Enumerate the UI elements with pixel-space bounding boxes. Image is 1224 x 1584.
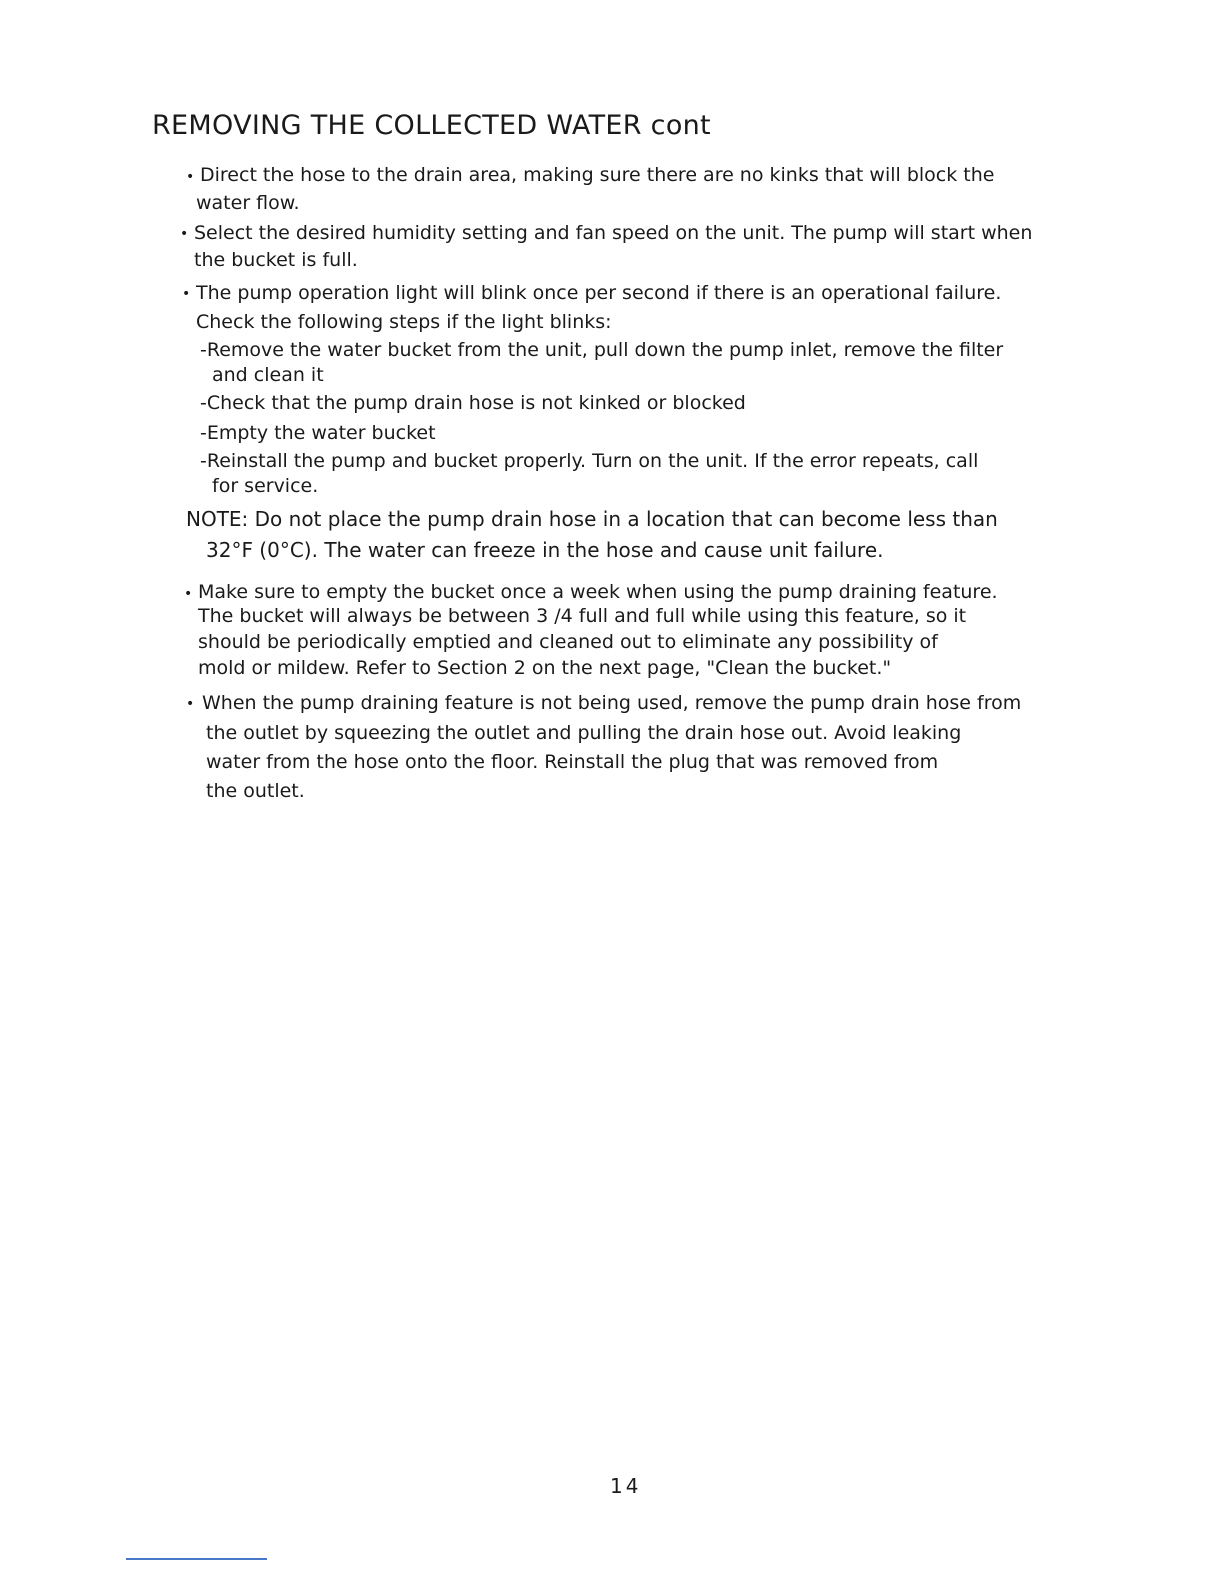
bullet5-line4: the outlet.: [206, 780, 305, 802]
bullet-icon: •: [184, 586, 193, 602]
bullet-icon: •: [186, 696, 195, 712]
bullet4-line2: The bucket will always be between 3 /4 full and full while using this feature, so it: [198, 605, 967, 627]
bullet4-line1: Make sure to empty the bucket once a week when using the pump draining feature.: [198, 581, 998, 603]
bullet-icon: •: [186, 169, 195, 185]
bullet2-line1: Select the desired humidity setting and fan speed on the unit. The pump will start when: [194, 222, 1033, 244]
note-line1: NOTE: Do not place the pump drain hose in a location that can become less than: [186, 507, 998, 531]
bullet5-line1: When the pump draining feature is not being used, remove the pump drain hose from: [202, 692, 1022, 714]
bullet1-line2: water flow.: [196, 192, 300, 214]
bullet3-line2: Check the following steps if the light blinks:: [196, 311, 612, 333]
footer-rule: [126, 1558, 267, 1560]
step-remove-bucket-line2: and clean it: [212, 364, 324, 386]
page-number: 14: [610, 1474, 642, 1498]
bullet5-line3: water from the hose onto the floor. Reinstall the plug that was removed from: [206, 751, 939, 773]
bullet4-line3: should be periodically emptied and cleaned out to eliminate any possibility of: [198, 631, 938, 653]
section-title: REMOVING THE COLLECTED WATER cont: [152, 110, 711, 141]
step-reinstall-line2: for service.: [212, 475, 319, 497]
step-remove-bucket-line1: -Remove the water bucket from the unit, pull down the pump inlet, remove the filter: [200, 339, 1004, 361]
bullet4-line4: mold or mildew. Refer to Section 2 on the next page, "Clean the bucket.": [198, 657, 892, 679]
note-line2: 32°F (0°C). The water can freeze in the hose and cause unit failure.: [206, 538, 884, 562]
step-check-hose: -Check that the pump drain hose is not kinked or blocked: [200, 392, 746, 414]
bullet3-line1: The pump operation light will blink once per second if there is an operational failure.: [196, 282, 1002, 304]
bullet-icon: •: [180, 226, 189, 242]
step-reinstall-line1: -Reinstall the pump and bucket properly. Turn on the unit. If the error repeats, call: [200, 450, 979, 472]
step-empty-bucket: -Empty the water bucket: [200, 422, 436, 444]
bullet1-line1: Direct the hose to the drain area, making sure there are no kinks that will block the: [200, 164, 995, 186]
bullet5-line2: the outlet by squeezing the outlet and pulling the drain hose out. Avoid leaking: [206, 722, 962, 744]
bullet2-line2: the bucket is full.: [194, 249, 358, 271]
bullet-icon: •: [182, 286, 191, 302]
